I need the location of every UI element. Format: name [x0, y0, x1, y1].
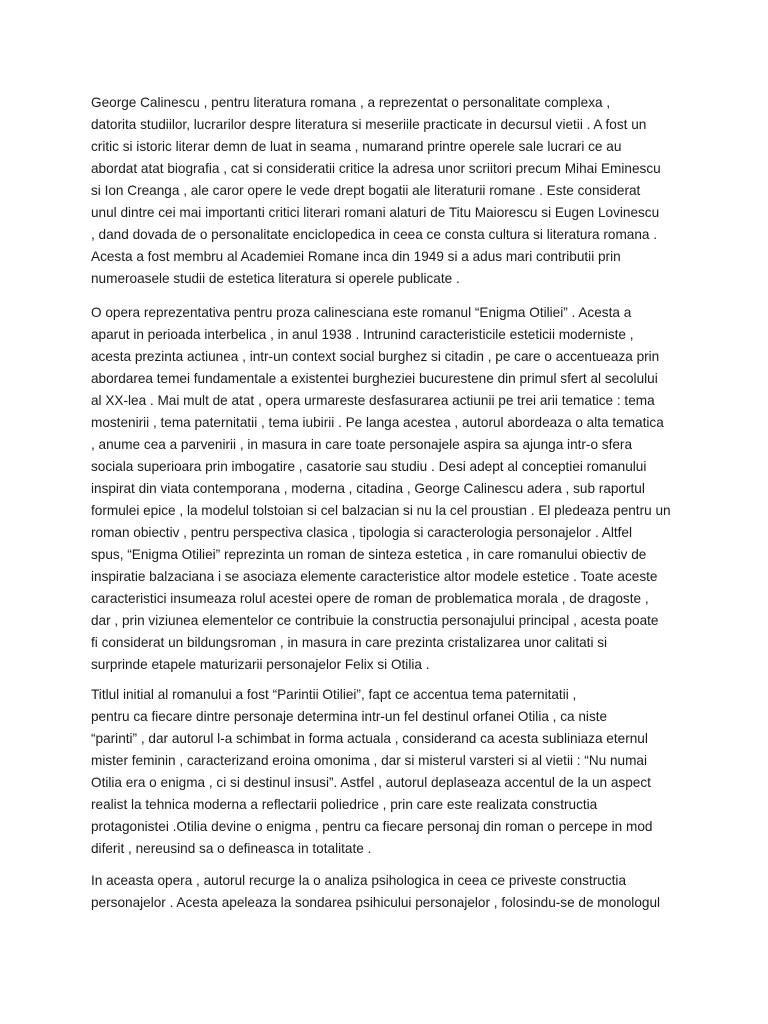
- text-line: acesta prezinta actiunea , intr-un context social burghez si citadin , pe care o accentueaza prin: [91, 349, 660, 364]
- paragraph-4: [91, 870, 660, 914]
- text-line: sociala superioara prin imbogatire , casatorie sau studiu . Desi adept al conceptiei romanului: [91, 459, 647, 474]
- text-line: aparut in perioada interbelica , in anul 1938 . Intrunind caracteristicile esteticii moderniste ,: [91, 327, 634, 342]
- text-line: In aceasta opera , autorul recurge la o analiza psihologica in ceea ce priveste constructia: [91, 873, 627, 888]
- paragraph-3: [91, 684, 652, 860]
- text-line: critic si istoric literar demn de luat in seama , numarand printre operele sale lucrari ce au: [91, 139, 622, 154]
- text-line: surprinde etapele maturizarii personajelor Felix si Otilia .: [91, 657, 430, 672]
- text-line: Otilia era o enigma , ci si destinul insusi”. Astfel , autorul deplaseaza accentul de la un aspect: [91, 775, 651, 790]
- text-line: datorita studiilor, lucrarilor despre literatura si meseriile practicate in decursul vietii . A fost un: [91, 117, 647, 132]
- text-line: personajelor . Acesta apeleaza la sondarea psihicului personajelor , folosindu-se de monologul: [91, 895, 661, 910]
- text-line: caracteristici insumeaza rolul acestei opere de roman de problematica morala , de dragoste ,: [91, 591, 649, 606]
- text-line: O opera reprezentativa pentru proza calinesciana este romanul “Enigma Otiliei” . Acesta a: [91, 305, 632, 320]
- text-line: protagonistei .Otilia devine o enigma , pentru ca fiecare personaj din roman o percepe in mod: [91, 819, 653, 834]
- text-line: roman obiectiv , pentru perspectiva clasica , tipologia si caracterologia personajelor . Altfel: [91, 525, 633, 540]
- text-line: abordat atat biografia , cat si consideratii critice la adresa unor scriitori precum Mihai Eminescu: [91, 161, 661, 176]
- text-line: , dand dovada de o personalitate enciclopedica in ceea ce consta cultura si literatura romana .: [91, 227, 657, 242]
- text-line: mister feminin , caracterizand eroina omonima , dar si misterul varsteri si al vietii : “Nu numai: [91, 753, 648, 768]
- text-line: Acesta a fost membru al Academiei Romane inca din 1949 si a adus mari contributii prin: [91, 249, 621, 264]
- text-line: pentru ca fiecare dintre personaje determina intr-un fel destinul orfanei Otilia , ca niste: [91, 709, 608, 724]
- text-line: fi considerat un bildungsroman , in masura in care prezinta cristalizarea unor calitati si: [91, 635, 608, 650]
- text-line: formulei epice , la modelul tolstoian si cel balzacian si nu la cel proustian . El pledeaza pentru un: [91, 503, 671, 518]
- text-line: unul dintre cei mai importanti critici literari romani alaturi de Titu Maiorescu si Eugen Lovinescu: [91, 205, 660, 220]
- text-line: diferit , nereusind sa o defineasca in totalitate .: [91, 841, 372, 856]
- text-line: realist la tehnica moderna a reflectarii poliedrice , prin care este realizata constructia: [91, 797, 598, 812]
- text-line: inspirat din viata contemporana , moderna , citadina , George Calinescu adera , sub raportul: [91, 481, 645, 496]
- text-line: abordarea temei fundamentale a existentei burgheziei bucurestene din primul sfert al secolului: [91, 371, 658, 386]
- text-line: mostenirii , tema paternitatii , tema iubirii . Pe langa acestea , autorul abordeaza o alta tematica: [91, 415, 664, 430]
- text-line: , anume cea a parvenirii , in masura in care toate personajele aspira sa ajunga intr-o sfera: [91, 437, 633, 452]
- paragraph-2: [91, 302, 671, 676]
- text-line: inspiratie balzaciana i se asociaza elemente caracteristice altor modele estetice . Toate aceste: [91, 569, 658, 584]
- text-line: al XX-lea . Mai mult de atat , opera urmareste desfasurarea actiunii pe trei arii tematice : tema: [91, 393, 655, 408]
- text-line: George Calinescu , pentru literatura romana , a reprezentat o personalitate complexa ,: [91, 95, 611, 110]
- text-line: numeroasele studii de estetica literatura si operele publicate .: [91, 271, 460, 286]
- text-line: spus, “Enigma Otiliei” reprezinta un roman de sinteza estetica , in care romanului obiectiv de: [91, 547, 647, 562]
- paragraph-1: [91, 92, 661, 290]
- text-line: Titlul initial al romanului a fost “Parintii Otiliei”, fapt ce accentua tema paternitatii ,: [91, 687, 577, 702]
- text-line: “parinti” , dar autorul l-a schimbat in forma actuala , considerand ca acesta subliniaza eternul: [91, 731, 648, 746]
- text-line: dar , prin viziunea elementelor ce contribuie la constructia personajului principal , acesta poate: [91, 613, 659, 628]
- text-line: si Ion Creanga , ale caror opere le vede drept bogatii ale literaturii romane . Este considerat: [91, 183, 641, 198]
